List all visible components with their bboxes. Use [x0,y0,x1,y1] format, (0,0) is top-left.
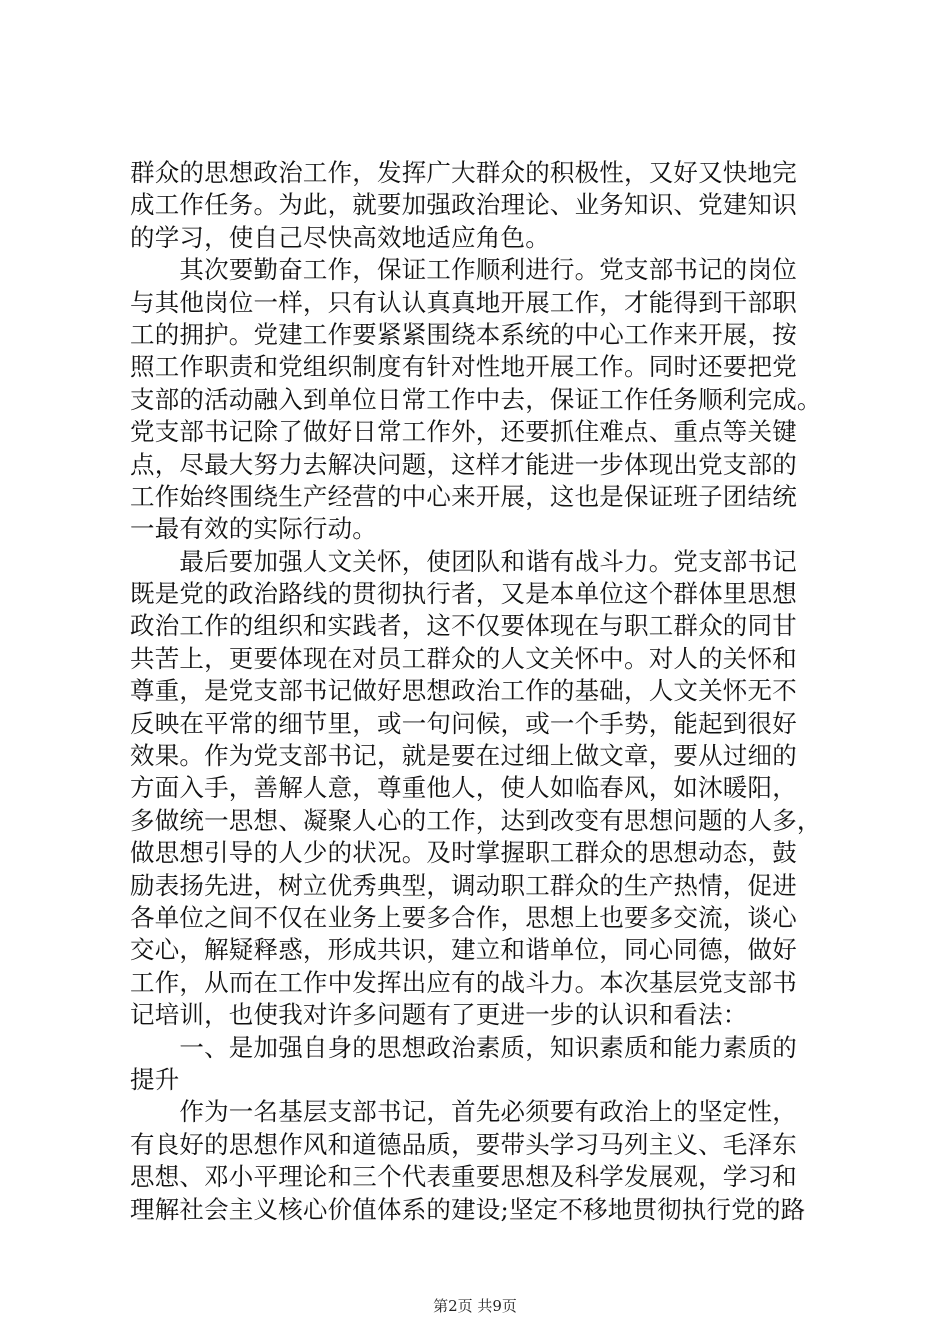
text-line: 工作，从而在工作中发挥出应有的战斗力。本次基层党支部书 [130,967,797,997]
text-line: 理解社会主义核心价值体系的建设;坚定不移地贯彻执行党的路 [130,1194,806,1224]
text-line: 共苦上，更要体现在对员工群众的人文关怀中。对人的关怀和 [130,643,797,673]
text-line: 励表扬先进，树立优秀典型，调动职工群众的生产热情，促进 [130,870,797,900]
text-line: 交心，解疑释惑，形成共识，建立和谐单位，同心同德，做好 [130,935,797,965]
text-line: 成工作任务。为此，就要加强政治理论、业务知识、党建知识 [130,190,797,220]
text-line: 多做统一思想、凝聚人心的工作，达到改变有思想问题的人多， [130,805,822,835]
text-line: 记培训，也使我对许多问题有了更进一步的认识和看法： [130,1000,748,1030]
text-line: 工的拥护。党建工作要紧紧围绕本系统的中心工作来开展，按 [130,319,797,349]
body-text [130,157,830,1226]
text-line: 最后要加强人文关怀，使团队和谐有战斗力。党支部书记 [130,546,797,576]
text-line: 党支部书记除了做好日常工作外，还要抓住难点、重点等关键 [130,417,797,447]
text-line: 点，尽最大努力去解决问题，这样才能进一步体现出党支部的 [130,449,797,479]
text-line: 一最有效的实际行动。 [130,514,377,544]
text-line: 做思想引导的人少的状况。及时掌握职工群众的思想动态，鼓 [130,838,797,868]
text-line: 效果。作为党支部书记，就是要在过细上做文章，要从过细的 [130,741,797,771]
page-footer [0,1296,950,1316]
text-line: 作为一名基层支部书记，首先必须要有政治上的坚定性， [130,1097,797,1127]
text-line: 政治工作的组织和实践者，这不仅要体现在与职工群众的同甘 [130,611,797,641]
text-line: 工作始终围绕生产经营的中心来开展，这也是保证班子团结统 [130,481,797,511]
text-line: 既是党的政治路线的贯彻执行者，又是本单位这个群体里思想 [130,579,797,609]
page-number-label: 第2页 共9页 [433,1297,517,1315]
text-line: 一、是加强自身的思想政治素质，知识素质和能力素质的 [130,1032,797,1062]
text-line: 方面入手，善解人意，尊重他人，使人如临春风，如沐暖阳， [130,773,797,803]
text-line: 尊重，是党支部书记做好思想政治工作的基础，人文关怀无不 [130,676,797,706]
text-line: 照工作职责和党组织制度有针对性地开展工作。同时还要把党 [130,352,797,382]
text-line: 群众的思想政治工作，发挥广大群众的积极性，又好又快地完 [130,158,797,187]
text-line: 各单位之间不仅在业务上要多合作，思想上也要多交流，谈心 [130,902,797,932]
text-line: 与其他岗位一样，只有认认真真地开展工作，才能得到干部职 [130,287,797,317]
text-line: 反映在平常的细节里，或一句问候，或一个手势，能起到很好 [130,708,797,738]
text-line: 有良好的思想作风和道德品质，要带头学习马列主义、毛泽东 [130,1129,797,1159]
text-line: 思想、邓小平理论和三个代表重要思想及科学发展观，学习和 [130,1162,797,1192]
text-line: 支部的活动融入到单位日常工作中去，保证工作任务顺利完成。 [130,384,822,414]
text-line: 提升 [130,1064,180,1094]
text-line: 其次要勤奋工作，保证工作顺利进行。党支部书记的岗位 [130,255,797,285]
text-line: 的学习，使自己尽快高效地适应角色。 [130,222,550,252]
